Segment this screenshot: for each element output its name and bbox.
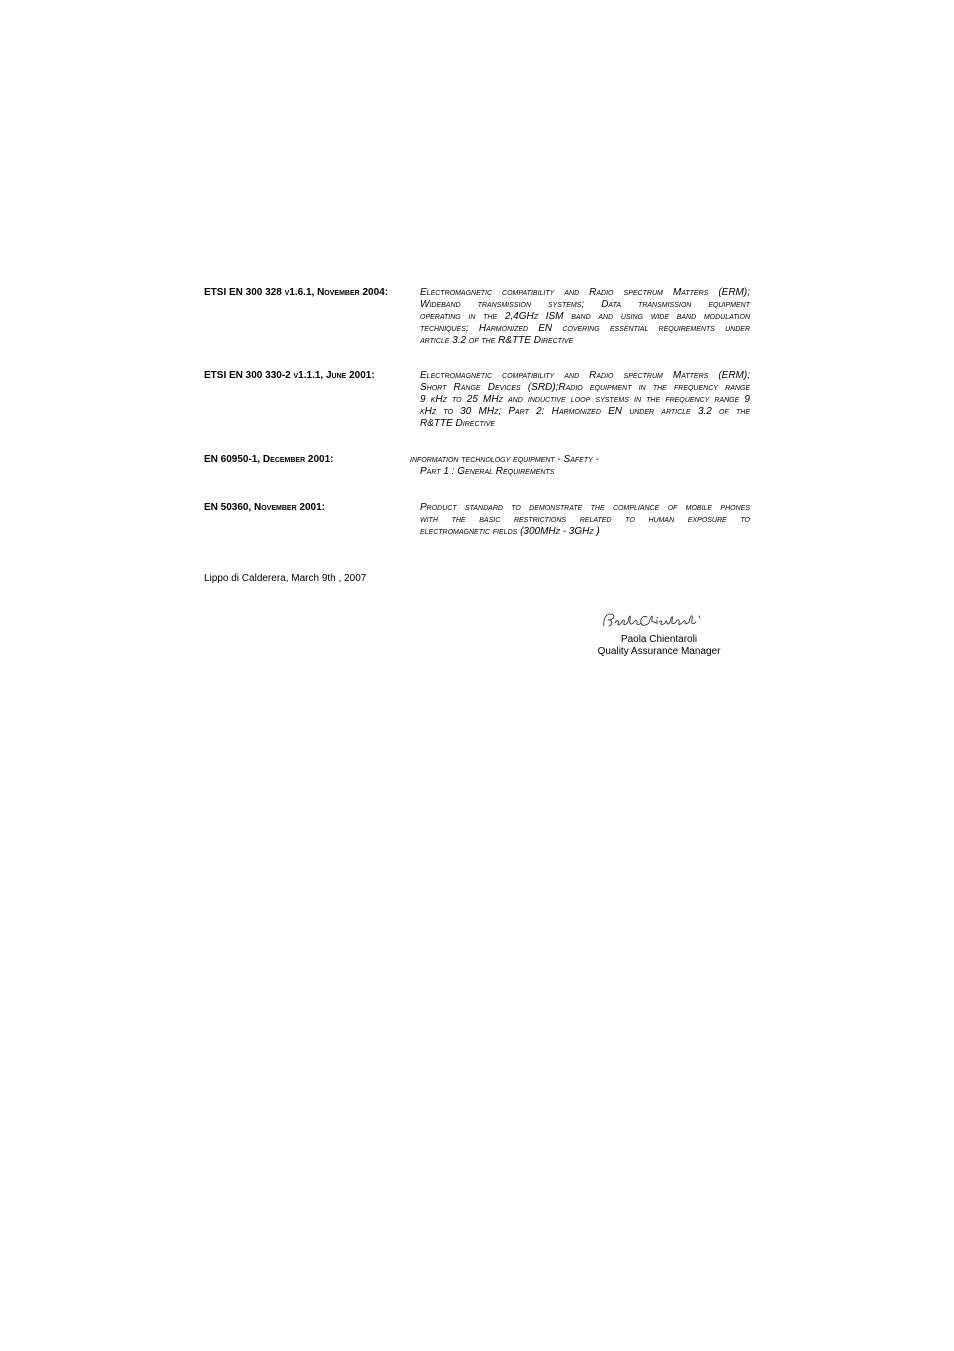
description-line: R&TTE Directive: [420, 418, 496, 429]
standard-description: [420, 502, 750, 538]
description-line: Wideband transmission systems; Data transmission equipment: [420, 299, 750, 310]
description-line: with the basic restrictions related to human exposure to: [420, 514, 750, 525]
standard-code: ETSI EN 300 328 v1.6.1, November 2004:: [204, 287, 389, 298]
standard-description: [420, 370, 750, 430]
description-line: Part 1 : General Requirements: [420, 466, 555, 477]
signatory-name: Paola Chientaroli: [620, 634, 698, 645]
description-line: Short Range Devices (SRD);Radio equipment in the frequency range: [420, 382, 750, 393]
description-line: techniques; Harmonized EN covering essential requirements under: [420, 323, 750, 334]
description-line: Electromagnetic compatibility and Radio spectrum Matters (ERM);: [420, 287, 750, 298]
description-line: operating in the 2,4GHz ISM band and using wide band modulation: [420, 311, 750, 322]
description-line: electromagnetic fields (300MHz - 3GHz ): [420, 526, 600, 537]
description-line: information technology equipment - Safety -: [410, 454, 599, 465]
handwritten-signature: [600, 611, 712, 631]
standard-code: ETSI EN 300 330-2 v1.1.1, June 2001:: [204, 370, 375, 381]
standard-description: [420, 287, 750, 347]
description-line: article 3.2 of the R&TTE Directive: [420, 335, 574, 346]
description-line: 9 kHz to 25 MHz and inductive loop systems in the frequency range 9: [420, 394, 750, 405]
description-line: kHz to 30 MHz; Part 2: Harmonized EN under article 3.2 of the: [420, 406, 750, 417]
description-line: Electromagnetic compatibility and Radio spectrum Matters (ERM);: [420, 370, 750, 381]
signatory-title: Quality Assurance Manager: [597, 646, 721, 657]
standard-code: EN 50360, November 2001:: [204, 502, 326, 513]
standard-code: EN 60950-1, December 2001:: [204, 454, 334, 465]
description-line: Product standard to demonstrate the compliance of mobile phones: [420, 502, 750, 513]
place-date: Lippo di Calderera, March 9th , 2007: [204, 573, 367, 584]
